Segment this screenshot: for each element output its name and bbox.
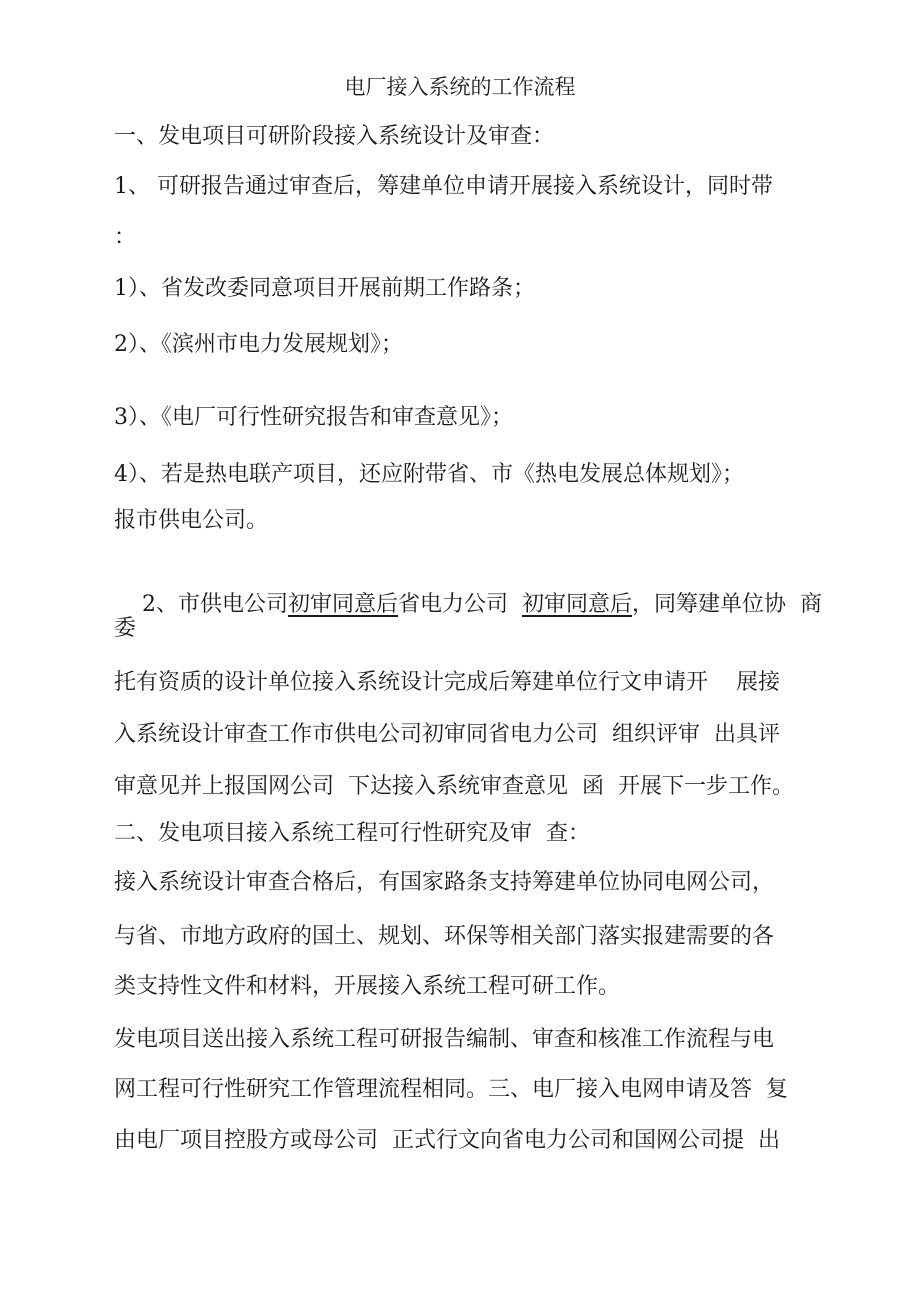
text-line: 发电项目送出接入系统工程可研报告编制、审查和核准工作流程与电 [114, 1027, 775, 1052]
text-segment: 2、市供电公司 [141, 592, 288, 617]
text-line: 1、 可研报告通过审查后，筹建单位申请开展接入系统设计，同时带 [114, 174, 773, 199]
text-line: 接入系统设计审查合格后，有国家路条支持筹建单位协同电网公司， [114, 870, 775, 895]
text-line: ： [114, 225, 137, 250]
text-line: 2）、《滨州市电力发展规划》； [114, 332, 403, 357]
text-segment: 省电力公司 [398, 592, 522, 617]
text-line: 审意见并上报国网公司 下达接入系统审查意见 函 开展下一步工作。 [114, 774, 794, 799]
text-line: 1）、省发改委同意项目开展前期工作路条； [114, 276, 535, 301]
text-line: 报市供电公司。 [114, 508, 269, 533]
text-line: 由电厂项目控股方或母公司 正式行文向省电力公司和国网公司提 出 [114, 1128, 780, 1153]
text-line: 一、发电项目可研阶段接入系统设计及审查： [114, 124, 555, 149]
text-line: 类支持性文件和材料，开展接入系统工程可研工作。 [114, 974, 621, 999]
underlined-text: 初审同意后 [287, 592, 398, 617]
text-line: 3）、《电厂可行性研究报告和审查意见》； [114, 405, 513, 430]
text-line: 4）、若是热电联产项目，还应附带省、市《热电发展总体规划》； [114, 462, 744, 487]
text-line: 入系统设计审查工作市供电公司初审同省电力公司 组织评审 出具评 [114, 722, 780, 747]
paragraph-review-process [114, 563, 822, 647]
text-line: 托有资质的设计单位接入系统设计完成后筹建单位行文申请开 展接 [114, 670, 780, 695]
text-line: 二、发电项目接入系统工程可行性研究及审 查： [114, 821, 590, 846]
underlined-text: 初审同意后 [522, 592, 633, 617]
document-title: 电厂接入系统的工作流程 [344, 75, 576, 99]
text-line: 委 [114, 616, 137, 641]
text-line: 网工程可行性研究工作管理流程相同。三、电厂接入电网申请及答 复 [114, 1077, 788, 1102]
text-line: 与省、市地方政府的国土、规划、环保等相关部门落实报建需要的各 [114, 924, 775, 949]
text-segment: ，同筹建单位协 商 [632, 592, 823, 617]
